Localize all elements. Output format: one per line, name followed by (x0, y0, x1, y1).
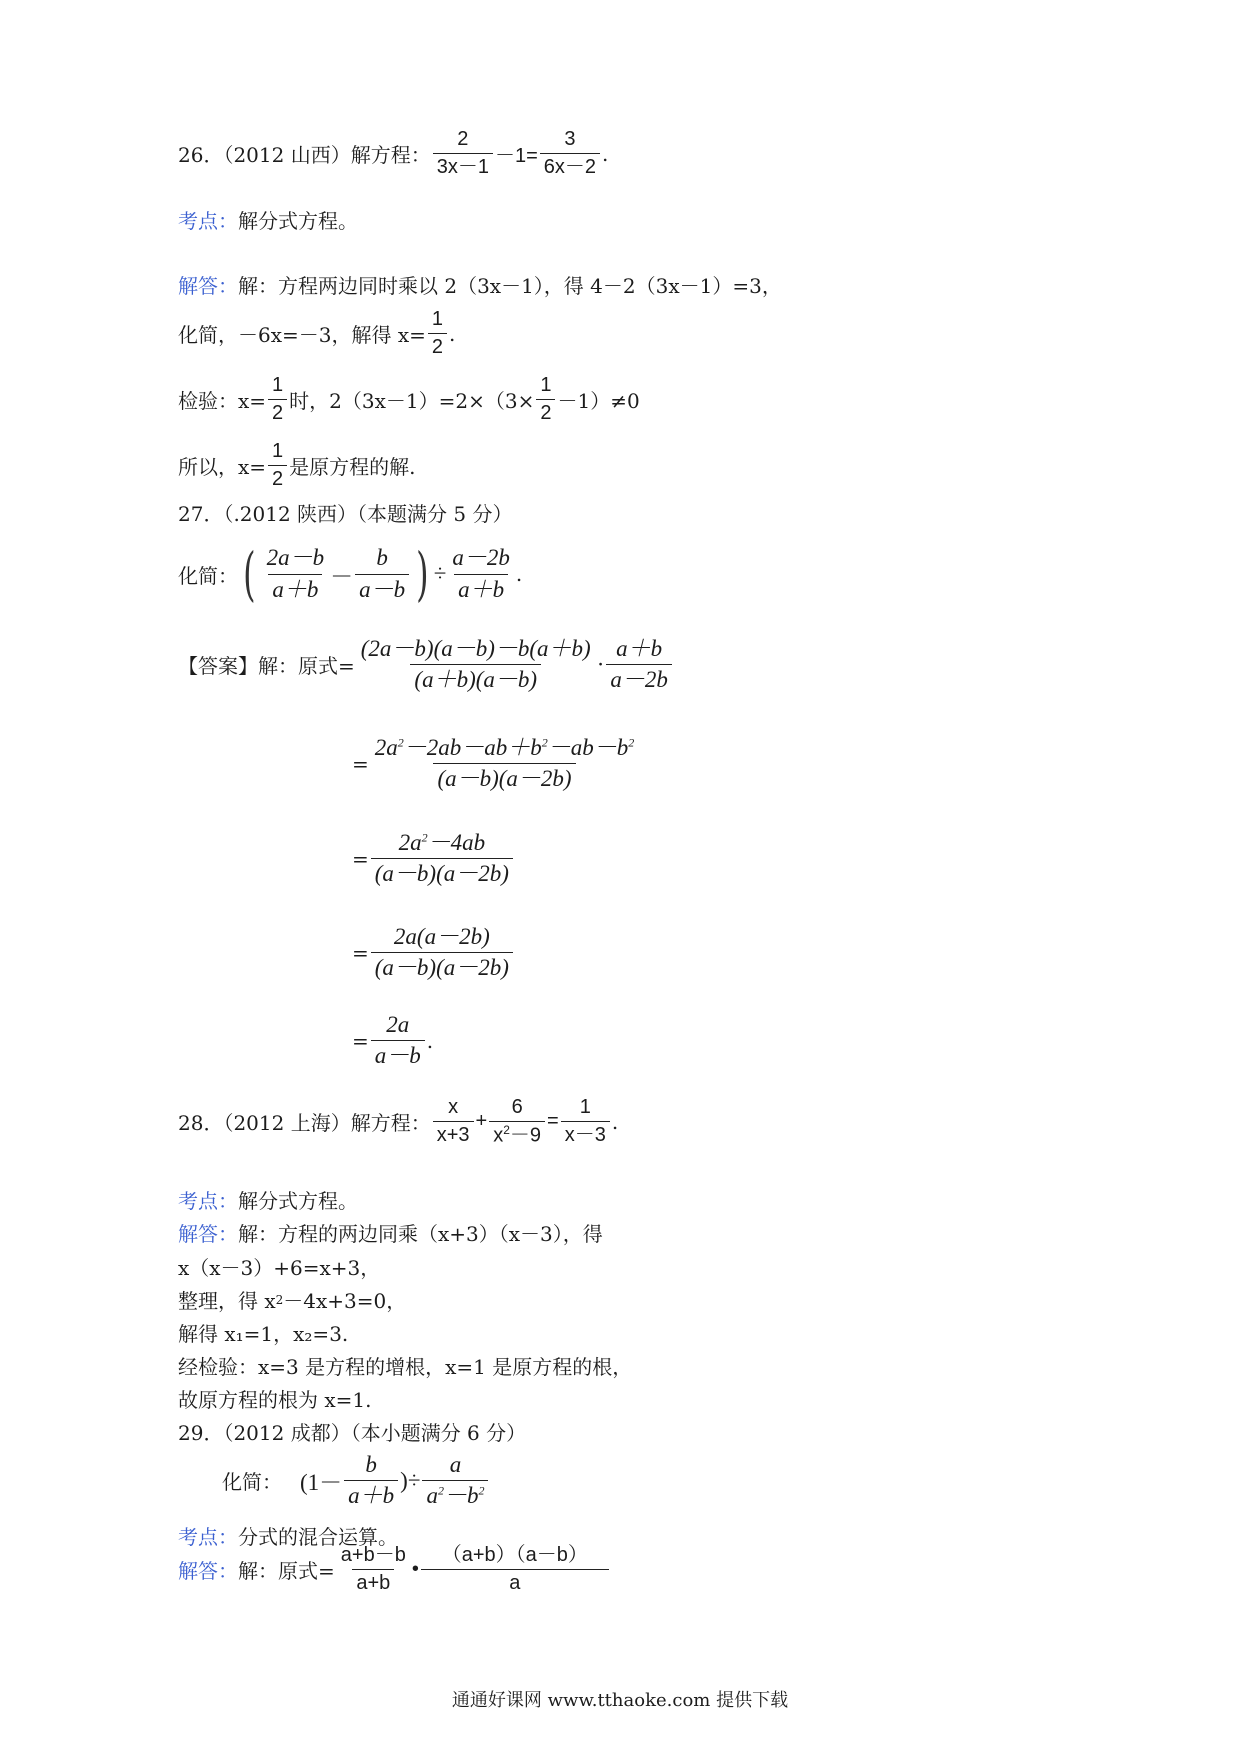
q27-frac-2: $\frac{b}{a-b}$ (355, 545, 409, 603)
q26-check-line (178, 374, 640, 425)
q27-step-2-frac: $\frac{2a^2-2ab-ab+b^2-ab-b^2}{(a-b)(a-2b)}$ (374, 735, 635, 792)
q26-half-1: $\frac{1}{2}$ (428, 308, 447, 359)
q29-jieda-text: 解：原式= (238, 1559, 335, 1583)
q27-answer-frac-1: $\frac{(2a-b)(a-b)-b(a+b)}{(a+b)(a-b)}$ (360, 636, 591, 693)
q27-step-5-eq: = (352, 1028, 369, 1053)
q29-frac-2: $\frac{a}{a^2-b^2}$ (422, 1452, 488, 1510)
q29-answer-frac-2: $\frac{(a+b)(a-b)}{a}$ (421, 1544, 609, 1595)
q27-step-2-eq: = (352, 751, 369, 776)
page-footer: 通通好课网 www.tthaoke.com 提供下载 (451, 1690, 789, 1711)
q29-jieda-label: 解答： (178, 1559, 238, 1583)
q26-kaodian-text: 解分式方程。 (238, 209, 358, 233)
q26-kaodian-label: 考点： (178, 209, 238, 233)
q29-title: 29．（2012 成都）（本小题满分 6 分） (178, 1421, 527, 1445)
q26-simplify-line (178, 308, 455, 359)
q29-close: )÷ (400, 1467, 421, 1493)
q27-end: . (515, 562, 523, 586)
q27-step-4-frac: $\frac{2a(a-2b)}{(a-b)(a-2b)}$ (371, 924, 513, 982)
q27-answer-label: 【答案】解：原式= (178, 654, 355, 679)
q27-div: ÷ (433, 561, 447, 586)
q26-kaodian-line (178, 205, 358, 234)
q26-frac-1: $\frac{2}{3x-1}$ (433, 128, 493, 179)
q27-dot: · (596, 651, 605, 677)
left-paren-glyph: ( (243, 540, 256, 608)
q26-half-2: $\frac{1}{2}$ (268, 374, 287, 425)
q28-line-5: 故原方程的根为 x=1. (178, 1388, 372, 1412)
q26-conclude-pre: 所以，x= (178, 455, 267, 479)
q28-title: 28．（2012 上海）解方程： (178, 1111, 431, 1136)
q29-label: 化简： (222, 1470, 282, 1495)
q26-half-3: $\frac{1}{2}$ (536, 374, 555, 425)
q27-step-3 (352, 830, 515, 888)
q29-open: (1－ (300, 1470, 343, 1496)
q26-jieda-label: 解答： (178, 274, 238, 298)
q26-check-pre: 检验：x= (178, 389, 267, 413)
q27-title-line (178, 498, 513, 527)
q28-line-4: 经检验：x=3 是方程的增根，x=1 是原方程的根， (178, 1355, 633, 1379)
q28-jieda-line (178, 1218, 603, 1247)
q29-kaodian-label: 考点： (178, 1525, 238, 1549)
q27-step-2 (352, 735, 640, 793)
q26-jieda-text: 解：方程两边同时乘以 2（3x－1），得 4－2（3x－1）=3， (238, 274, 782, 298)
q27-step-5 (352, 1012, 433, 1070)
q28-jieda-text: 解：方程的两边同乘（x+3）（x－3），得 (238, 1222, 603, 1246)
q29-answer-frac-1: $\frac{a+b-b}{a+b}$ (340, 1544, 406, 1594)
q26-check-end: －1）≠0 (557, 389, 640, 413)
q29-frac-1: $\frac{b}{a+b}$ (344, 1452, 398, 1510)
q27-step-4 (352, 924, 515, 982)
q28-title-line (178, 1096, 618, 1148)
q27-minus: － (330, 563, 354, 589)
q27-step-4-eq: = (352, 940, 369, 965)
q28-plus: + (475, 1110, 488, 1133)
q27-step-5-end: . (426, 1028, 434, 1053)
q28-kaodian-label: 考点： (178, 1189, 238, 1213)
q29-problem-line (222, 1452, 490, 1510)
q29-title-line (178, 1417, 526, 1446)
q29-dot: • (411, 1558, 419, 1580)
q27-step-3-eq: = (352, 846, 369, 871)
q26-simplify-end: . (449, 321, 456, 346)
q26-jieda-line (178, 270, 782, 299)
q28-jieda-label: 解答： (178, 1222, 238, 1246)
q26-half-4: $\frac{1}{2}$ (268, 440, 287, 491)
q27-problem-line (178, 540, 523, 608)
q28-line-3: 解得 x₁=1，x₂=3. (178, 1322, 349, 1346)
q26-eq-end: . (602, 141, 609, 166)
q27-label: 化简： (178, 563, 238, 588)
q27-step-5-frac: $\frac{2a}{a-b}$ (371, 1012, 425, 1070)
q27-title: 27．（.2012 陕西）（本题满分 5 分） (178, 502, 513, 526)
q28-line-2: 整理，得 x 2 －4x+3=0， (178, 1289, 407, 1313)
q26-eq-mid: －1= (494, 145, 538, 167)
q29-jieda-line (178, 1544, 611, 1595)
q28-kaodian-text: 解分式方程。 (238, 1189, 358, 1213)
q26-simplify-text: 化简，－6x=－3，解得 x= (178, 323, 426, 347)
q26-frac-2: $\frac{3}{6x-2}$ (540, 128, 600, 179)
q27-frac-1: $\frac{2a-b}{a+b}$ (266, 545, 325, 602)
q26-check-mid: 时，2（3x－1）=2×（3× (289, 389, 535, 413)
q29-kaodian-text: 分式的混合运算。 (238, 1525, 398, 1549)
q28-frac-2: $\frac{6}{x^2-9}$ (489, 1096, 545, 1148)
q28-eq: = (547, 1110, 559, 1133)
q27-answer-frac-2: $\frac{a+b}{a-2b}$ (606, 636, 672, 694)
q28-frac-3: $\frac{1}{x-3}$ (561, 1096, 610, 1147)
q28-frac-1: $\frac{x}{x+3}$ (433, 1096, 474, 1147)
q28-end: . (611, 1109, 619, 1134)
q26-conclude-post: 是原方程的解. (289, 455, 416, 479)
q27-frac-3: $\frac{a-2b}{a+b}$ (452, 545, 510, 602)
q27-answer-line (178, 636, 674, 694)
q28-kaodian-line (178, 1185, 358, 1214)
q26-conclude-line (178, 440, 416, 491)
q26-title: 26．（2012 山西）解方程： (178, 143, 431, 167)
q28-line-1: x（x－3）+6=x+3， (178, 1256, 381, 1280)
right-paren-glyph: ) (416, 540, 429, 608)
q26-title-line (178, 128, 608, 179)
q27-step-3-frac: $\frac{2a^2-4ab}{(a-b)(a-2b)}$ (371, 830, 513, 888)
